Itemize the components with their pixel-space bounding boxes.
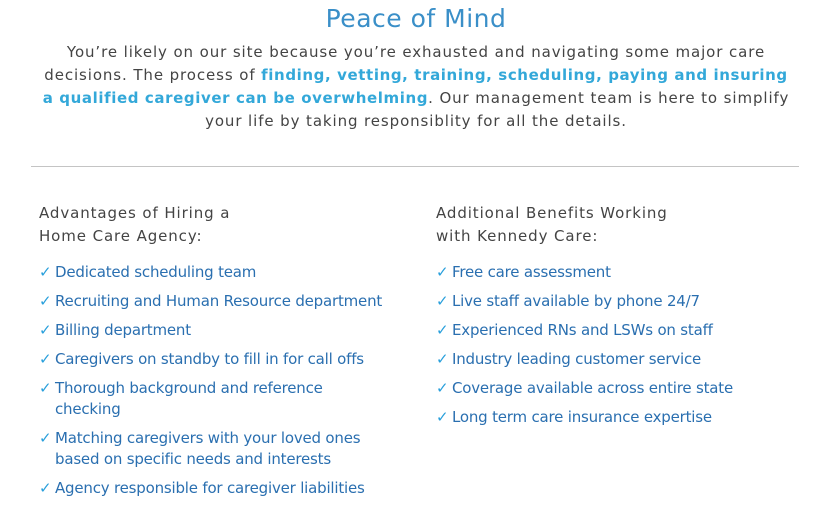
check-icon: ✓: [39, 479, 52, 497]
advantages-heading-line2: Home Care Agency:: [39, 227, 203, 245]
check-icon: ✓: [39, 263, 52, 281]
check-icon: ✓: [436, 263, 449, 281]
check-icon: ✓: [436, 408, 449, 426]
advantages-heading: [39, 202, 409, 248]
list-item: [436, 349, 806, 370]
section-divider: [31, 166, 799, 167]
benefits-list: [436, 262, 806, 428]
page-title: Peace of Mind: [325, 4, 507, 33]
list-item-text: Matching caregivers with your loved ones based on specific needs and interests: [55, 429, 361, 468]
list-item: [436, 262, 806, 283]
list-item: [436, 320, 806, 341]
list-item-text: Thorough background and reference checking: [55, 379, 323, 418]
benefits-heading-line1: Additional Benefits Working: [436, 204, 668, 222]
intro-paragraph: [40, 41, 792, 133]
intro-text-start: You’re likely on our site because you’re exhausted and navigating some major care decisions. The process of: [44, 43, 766, 84]
list-item: [39, 262, 409, 283]
check-icon: ✓: [436, 379, 449, 397]
list-item: [39, 428, 380, 470]
check-icon: ✓: [39, 292, 52, 310]
benefits-heading: [436, 202, 806, 248]
check-icon: ✓: [436, 321, 449, 339]
check-icon: ✓: [436, 292, 449, 310]
intro-highlight: finding, vetting, training, scheduling, paying and insuring a qualified caregiver can be overwhelming: [42, 66, 788, 107]
check-icon: ✓: [436, 350, 449, 368]
list-item-text: Dedicated scheduling team: [55, 263, 257, 281]
list-item-text: Industry leading customer service: [452, 350, 702, 368]
list-item-text: Live staff available by phone 24/7: [452, 292, 700, 310]
benefits-heading-line2: with Kennedy Care:: [436, 227, 599, 245]
list-item: [436, 407, 806, 428]
advantages-list: [39, 262, 409, 499]
list-item: [39, 291, 409, 312]
intro-text-end: . Our management team is here to simplify your life by taking responsiblity for all the details.: [205, 89, 790, 130]
list-item-text: Recruiting and Human Resource department: [55, 292, 383, 310]
check-icon: ✓: [39, 379, 52, 397]
list-item-text: Agency responsible for caregiver liabilities: [55, 479, 365, 497]
advantages-heading-line1: Advantages of Hiring a: [39, 204, 231, 222]
list-item-text: Free care assessment: [452, 263, 611, 281]
list-item: [436, 291, 806, 312]
list-item: [39, 349, 409, 370]
check-icon: ✓: [39, 350, 52, 368]
list-item-text: Long term care insurance expertise: [452, 408, 712, 426]
check-icon: ✓: [39, 321, 52, 339]
list-item-text: Caregivers on standby to fill in for call offs: [55, 350, 364, 368]
list-item: [39, 320, 409, 341]
check-icon: ✓: [39, 429, 52, 447]
advantages-column: [39, 202, 409, 507]
benefits-column: [436, 202, 806, 436]
list-item: [39, 478, 409, 499]
list-item: [436, 378, 806, 399]
list-item-text: Billing department: [55, 321, 191, 339]
list-item-text: Experienced RNs and LSWs on staff: [452, 321, 713, 339]
list-item: [39, 378, 355, 420]
list-item-text: Coverage available across entire state: [452, 379, 733, 397]
